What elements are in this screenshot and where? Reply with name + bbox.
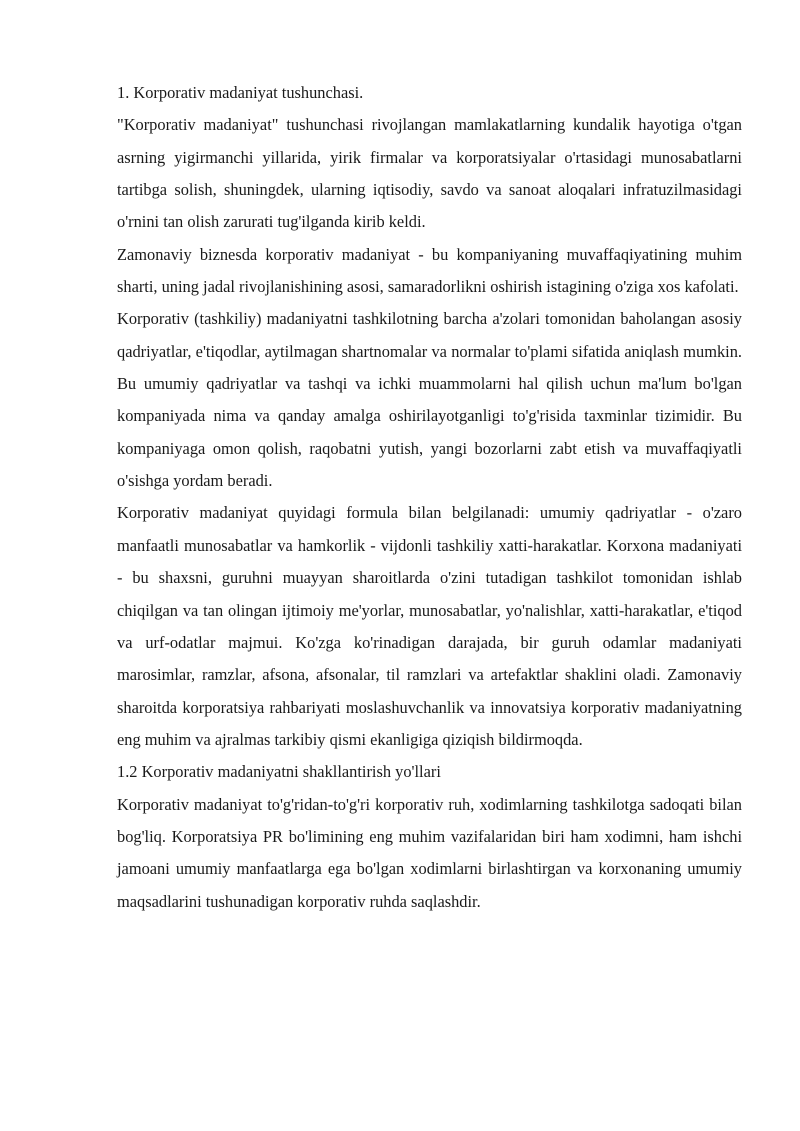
section-heading-1: 1. Korporativ madaniyat tushunchasi.	[117, 83, 364, 102]
paragraph-5: Korporativ madaniyat to'g'ridan-to'g'ri korporativ ruh, xodimlarning tashkilotga sadoqati bilan bog'liq. Korporatsiya PR bo'limining eng muhim vazifalaridan biri ham xodimni, ham ishchi jamoani umumiy manfaatlarga ega bo'lgan xodimlarni birlashtirgan va korxonaning umumiy maqsadlarini tushunadigan korporativ ruhda saqlashdir.	[117, 794, 742, 911]
section-heading-1-2: 1.2 Korporativ madaniyatni shakllantirish yo'llari	[117, 762, 441, 782]
paragraph-3: Korporativ (tashkiliy) madaniyatni tashkilotning barcha a'zolari tomonidan baholangan asosiy qadriyatlar, e'tiqodlar, aytilmagan shartnomalar va normalar to'plami sifatida aniqlash mumkin. Bu umumiy qadriyatlar va tashqi va ichki muammolarni hal qilish uchun ma'lum bo'lgan kompaniyada nima va qanday amalga oshirilayotganligi to'g'risida taxminlar tizimidir. Bu kompaniyaga omon qolish, raqobatni yutish, yangi bozorlarni zabt etish va muvaffaqiyatli o'sishga yordam beradi.	[117, 309, 742, 491]
document-page	[117, 77, 742, 918]
paragraph-4: Korporativ madaniyat quyidagi formula bilan belgilanadi: umumiy qadriyatlar - o'zaro manfaatli munosabatlar va hamkorlik - vijdonli tashkiliy xatti-harakatlar. Korxona madaniyati - bu shaxsni, guruhni muayyan sharoitlarda o'zini tutadigan tashkilot tomonidan ishlab chiqilgan va tan olingan ijtimoiy me'yorlar, munosabatlar, yo'nalishlar, xatti-harakatlar, e'tiqod va urf-odatlar majmui. Ko'zga ko'rinadigan darajada, bir guruh odamlar madaniyati marosimlar, ramzlar, afsona, afsonalar, til ramzlari va artefaktlar shaklini oladi. Zamonaviy sharoitda korporatsiya rahbariyati moslashuvchanlik va innovatsiya korporativ madaniyatning eng muhim va ajralmas tarkibiy qismi ekanligiga qiziqish bildirmoqda.	[117, 503, 742, 749]
paragraph-1: "Korporativ madaniyat" tushunchasi rivojlangan mamlakatlarning kundalik hayotiga o'tgan asrning yigirmanchi yillarida, yirik firmalar va korporatsiyalar o'rtasidagi munosabatlarni tartibga solish, shuningdek, ularning iqtisodiy, savdo va sanoat aloqalari infratuzilmasidagi o'rnini tan olish zarurati tug'ilganda kirib keldi.	[117, 115, 742, 232]
paragraph-2: Zamonaviy biznesda korporativ madaniyat - bu kompaniyaning muvaffaqiyatining muhim sharti, uning jadal rivojlanishining asosi, samaradorlikni oshirish istagining o'ziga xos kafolati.	[117, 244, 742, 297]
